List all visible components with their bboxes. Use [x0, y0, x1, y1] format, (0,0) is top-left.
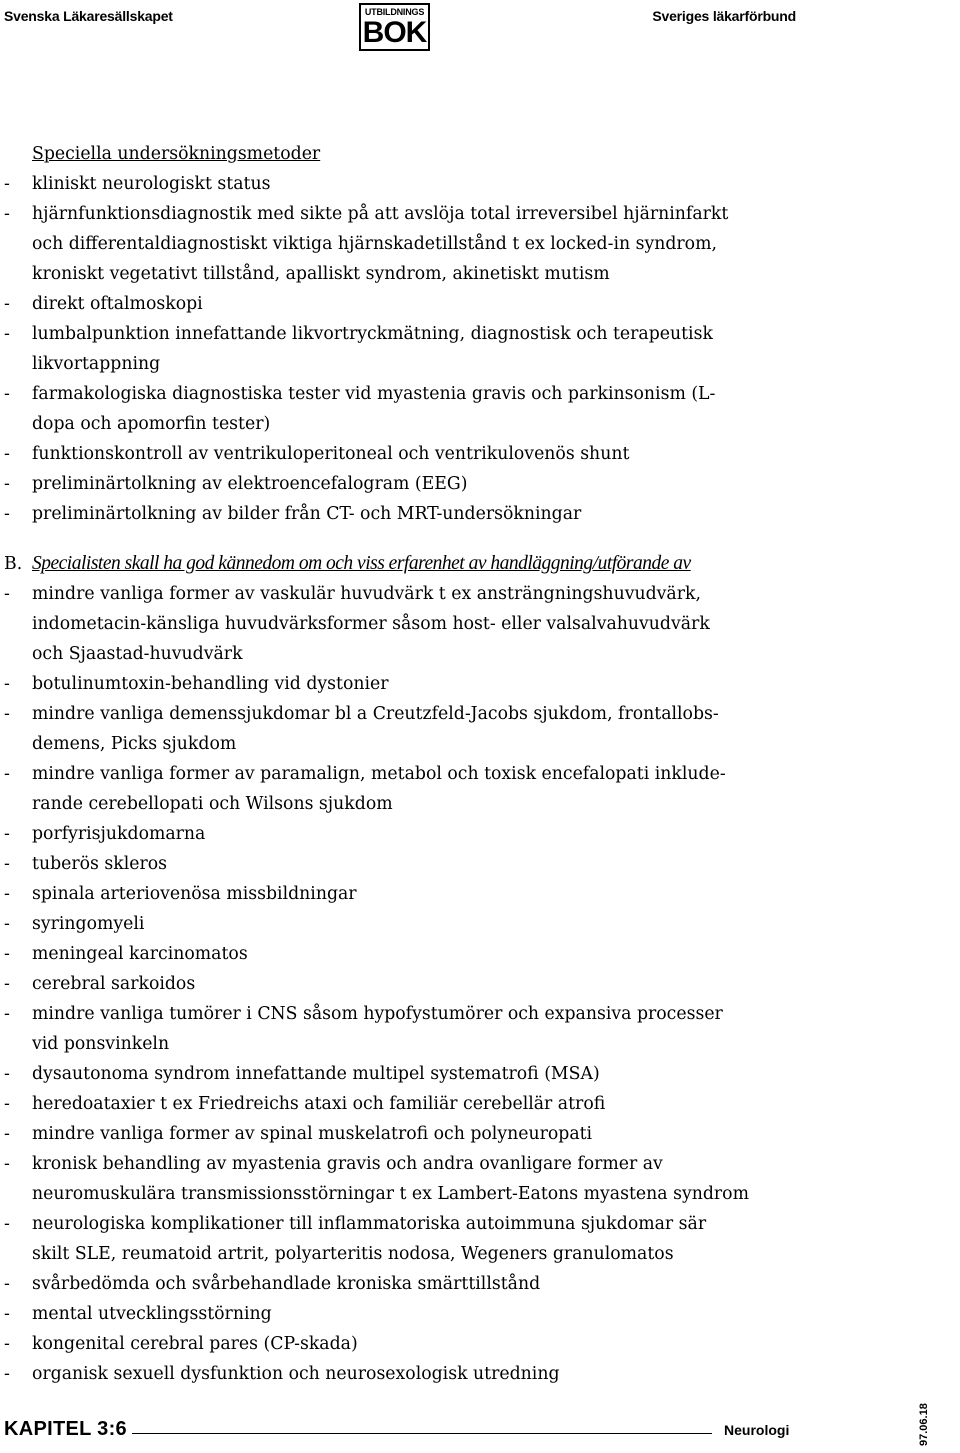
list-line [0, 1029, 960, 1059]
list-bullet-dash: - [4, 914, 10, 934]
list-line [0, 579, 960, 609]
list-item-text: funktionskontroll av ventrikuloperitoneal och ventrikulovenös shunt [32, 444, 630, 464]
list-line [0, 699, 960, 729]
list-line [0, 259, 960, 289]
list-item-text: spinala arteriovenösa missbildningar [32, 884, 357, 904]
list-bullet-dash: - [4, 854, 10, 874]
list-line [0, 999, 960, 1029]
list-bullet-dash: - [4, 294, 10, 314]
list-bullet-dash: - [4, 444, 10, 464]
list-item-text: kronisk behandling av myastenia gravis och andra ovanligare former av [32, 1154, 663, 1174]
list-item-text: demens, Picks sjukdom [32, 734, 237, 754]
list-bullet-dash: - [4, 1064, 10, 1084]
list-bullet-dash: - [4, 384, 10, 404]
list-line [0, 1359, 960, 1389]
list-bullet-dash: - [4, 1364, 10, 1384]
list-line [0, 639, 960, 669]
list-line [0, 499, 960, 529]
list-item-text: tuberös skleros [32, 854, 168, 874]
list-line [0, 1119, 960, 1149]
list-item-text: kliniskt neurologiskt status [32, 174, 271, 194]
list-line [0, 879, 960, 909]
list-bullet-dash: - [4, 474, 10, 494]
list-bullet-dash: - [4, 1304, 10, 1324]
list-bullet-dash: - [4, 584, 10, 604]
footer-chapter: KAPITEL 3:6 [4, 1418, 127, 1440]
list-item-text: preliminärtolkning av elektroencefalogram (EEG) [32, 474, 468, 494]
logo-main-text: BOK [362, 16, 427, 49]
list-item-text: organisk sexuell dysfunktion och neurosexologisk utredning [32, 1364, 560, 1384]
list-bullet-dash: - [4, 944, 10, 964]
list-item-text: neurologiska komplikationer till inflammatoriska autoimmuna sjukdomar sär [32, 1214, 707, 1234]
list-item-text: neuromuskulära transmissionsstörningar t ex Lambert-Eatons myastena syndrom [32, 1184, 749, 1204]
list-item-text: dysautonoma syndrom innefattande multipel systematrofi (MSA) [32, 1064, 600, 1084]
list-bullet-dash: - [4, 764, 10, 784]
list-line [0, 609, 960, 639]
list-item-text: svårbedömda och svårbehandlade kroniska smärttillstånd [32, 1274, 541, 1294]
list-bullet-dash: - [4, 884, 10, 904]
list-item-text: likvortappning [32, 354, 161, 374]
utbildningsbok-logo [359, 3, 430, 51]
list-item-text: och Sjaastad-huvudvärk [32, 644, 243, 664]
list-line [0, 909, 960, 939]
methods-list [0, 169, 960, 529]
list-line [0, 469, 960, 499]
footer-date: 97.06.18 [918, 1403, 930, 1446]
list-bullet-dash: - [4, 674, 10, 694]
section-title: Speciella undersökningsmetoder [32, 144, 321, 164]
list-item-text: preliminärtolkning av bilder från CT- och MRT-undersökningar [32, 504, 582, 524]
list-line [0, 819, 960, 849]
logo-top-text: UTBILDNINGS [364, 7, 425, 17]
footer-subject: Neurologi [724, 1422, 790, 1438]
list-item-text: dopa och apomorfin tester) [32, 414, 271, 434]
list-item-text: meningeal karcinomatos [32, 944, 248, 964]
document-body [0, 139, 960, 1389]
list-bullet-dash: - [4, 1124, 10, 1144]
list-line [0, 849, 960, 879]
list-bullet-dash: - [4, 1334, 10, 1354]
list-line [0, 409, 960, 439]
list-line [0, 439, 960, 469]
list-line [0, 939, 960, 969]
section-title-line [0, 139, 960, 169]
header-left-organization: Svenska Läkaresällskapet [4, 8, 173, 24]
list-bullet-dash: - [4, 174, 10, 194]
list-item-text: porfyrisjukdomarna [32, 824, 206, 844]
list-item-text: mindre vanliga demenssjukdomar bl a Creutzfeld-Jacobs sjukdom, frontallobs- [32, 704, 719, 724]
list-line [0, 1059, 960, 1089]
list-line [0, 379, 960, 409]
list-item-text: mindre vanliga former av vaskulär huvudvärk t ex ansträngningshuvudvärk, [32, 584, 701, 604]
section-b-marker: B. [4, 554, 23, 574]
list-item-text: lumbalpunktion innefattande likvortryckmätning, diagnostisk och terapeutisk [32, 324, 713, 344]
list-item-text: indometacin-känsliga huvudvärksformer såsom host- eller valsalvahuvudvärk [32, 614, 710, 634]
list-line [0, 1209, 960, 1239]
list-bullet-dash: - [4, 1004, 10, 1024]
list-bullet-dash: - [4, 704, 10, 724]
list-line [0, 1149, 960, 1179]
list-line [0, 1239, 960, 1269]
list-bullet-dash: - [4, 974, 10, 994]
footer-rule [132, 1433, 712, 1434]
list-item-text: cerebral sarkoidos [32, 974, 196, 994]
list-line [0, 349, 960, 379]
list-item-text: vid ponsvinkeln [32, 1034, 170, 1054]
list-line [0, 729, 960, 759]
list-line [0, 1269, 960, 1299]
list-item-text: rande cerebellopati och Wilsons sjukdom [32, 794, 393, 814]
list-line [0, 199, 960, 229]
list-item-text: direkt oftalmoskopi [32, 294, 203, 314]
list-line [0, 229, 960, 259]
list-item-text: farmakologiska diagnostiska tester vid myastenia gravis och parkinsonism (L- [32, 384, 716, 404]
list-bullet-dash: - [4, 824, 10, 844]
page-header [0, 0, 960, 60]
list-item-text: botulinumtoxin-behandling vid dystonier [32, 674, 389, 694]
list-item-text: kroniskt vegetativt tillstånd, apalliskt syndrom, akinetiskt mutism [32, 264, 610, 284]
list-line [0, 669, 960, 699]
list-item-text: mental utvecklingsstörning [32, 1304, 272, 1324]
list-line [0, 1179, 960, 1209]
list-line [0, 759, 960, 789]
conditions-list [0, 579, 960, 1389]
list-bullet-dash: - [4, 1094, 10, 1114]
list-bullet-dash: - [4, 504, 10, 524]
list-line [0, 319, 960, 349]
list-line [0, 1329, 960, 1359]
list-line [0, 1089, 960, 1119]
list-bullet-dash: - [4, 204, 10, 224]
list-item-text: mindre vanliga former av spinal muskelatrofi och polyneuropati [32, 1124, 593, 1144]
list-line [0, 789, 960, 819]
list-item-text: heredoataxier t ex Friedreichs ataxi och familiär cerebellär atrofi [32, 1094, 606, 1114]
header-right-organization: Sveriges läkarförbund [652, 8, 796, 24]
list-bullet-dash: - [4, 1154, 10, 1174]
page-footer [0, 1403, 960, 1453]
list-item-text: syringomyeli [32, 914, 145, 934]
list-line [0, 1299, 960, 1329]
list-item-text: skilt SLE, reumatoid artrit, polyarteritis nodosa, Wegeners granulomatos [32, 1244, 674, 1264]
list-bullet-dash: - [4, 1214, 10, 1234]
section-gap [0, 529, 960, 549]
list-line [0, 169, 960, 199]
list-item-text: mindre vanliga former av paramalign, metabol och toxisk encefalopati inklude- [32, 764, 726, 784]
section-b-heading [0, 549, 960, 579]
list-item-text: och differentaldiagnostiskt viktiga hjärnskadetillstånd t ex locked-in syndrom, [32, 234, 717, 254]
list-item-text: hjärnfunktionsdiagnostik med sikte på att avslöja total irreversibel hjärninfarkt [32, 204, 729, 224]
list-item-text: kongenital cerebral pares (CP-skada) [32, 1334, 358, 1354]
list-line [0, 969, 960, 999]
section-b-title: Specialisten skall ha god kännedom om och viss erfarenhet av handläggning/utförande av [32, 553, 691, 574]
list-item-text: mindre vanliga tumörer i CNS såsom hypofystumörer och expansiva processer [32, 1004, 723, 1024]
list-bullet-dash: - [4, 324, 10, 344]
list-bullet-dash: - [4, 1274, 10, 1294]
list-line [0, 289, 960, 319]
